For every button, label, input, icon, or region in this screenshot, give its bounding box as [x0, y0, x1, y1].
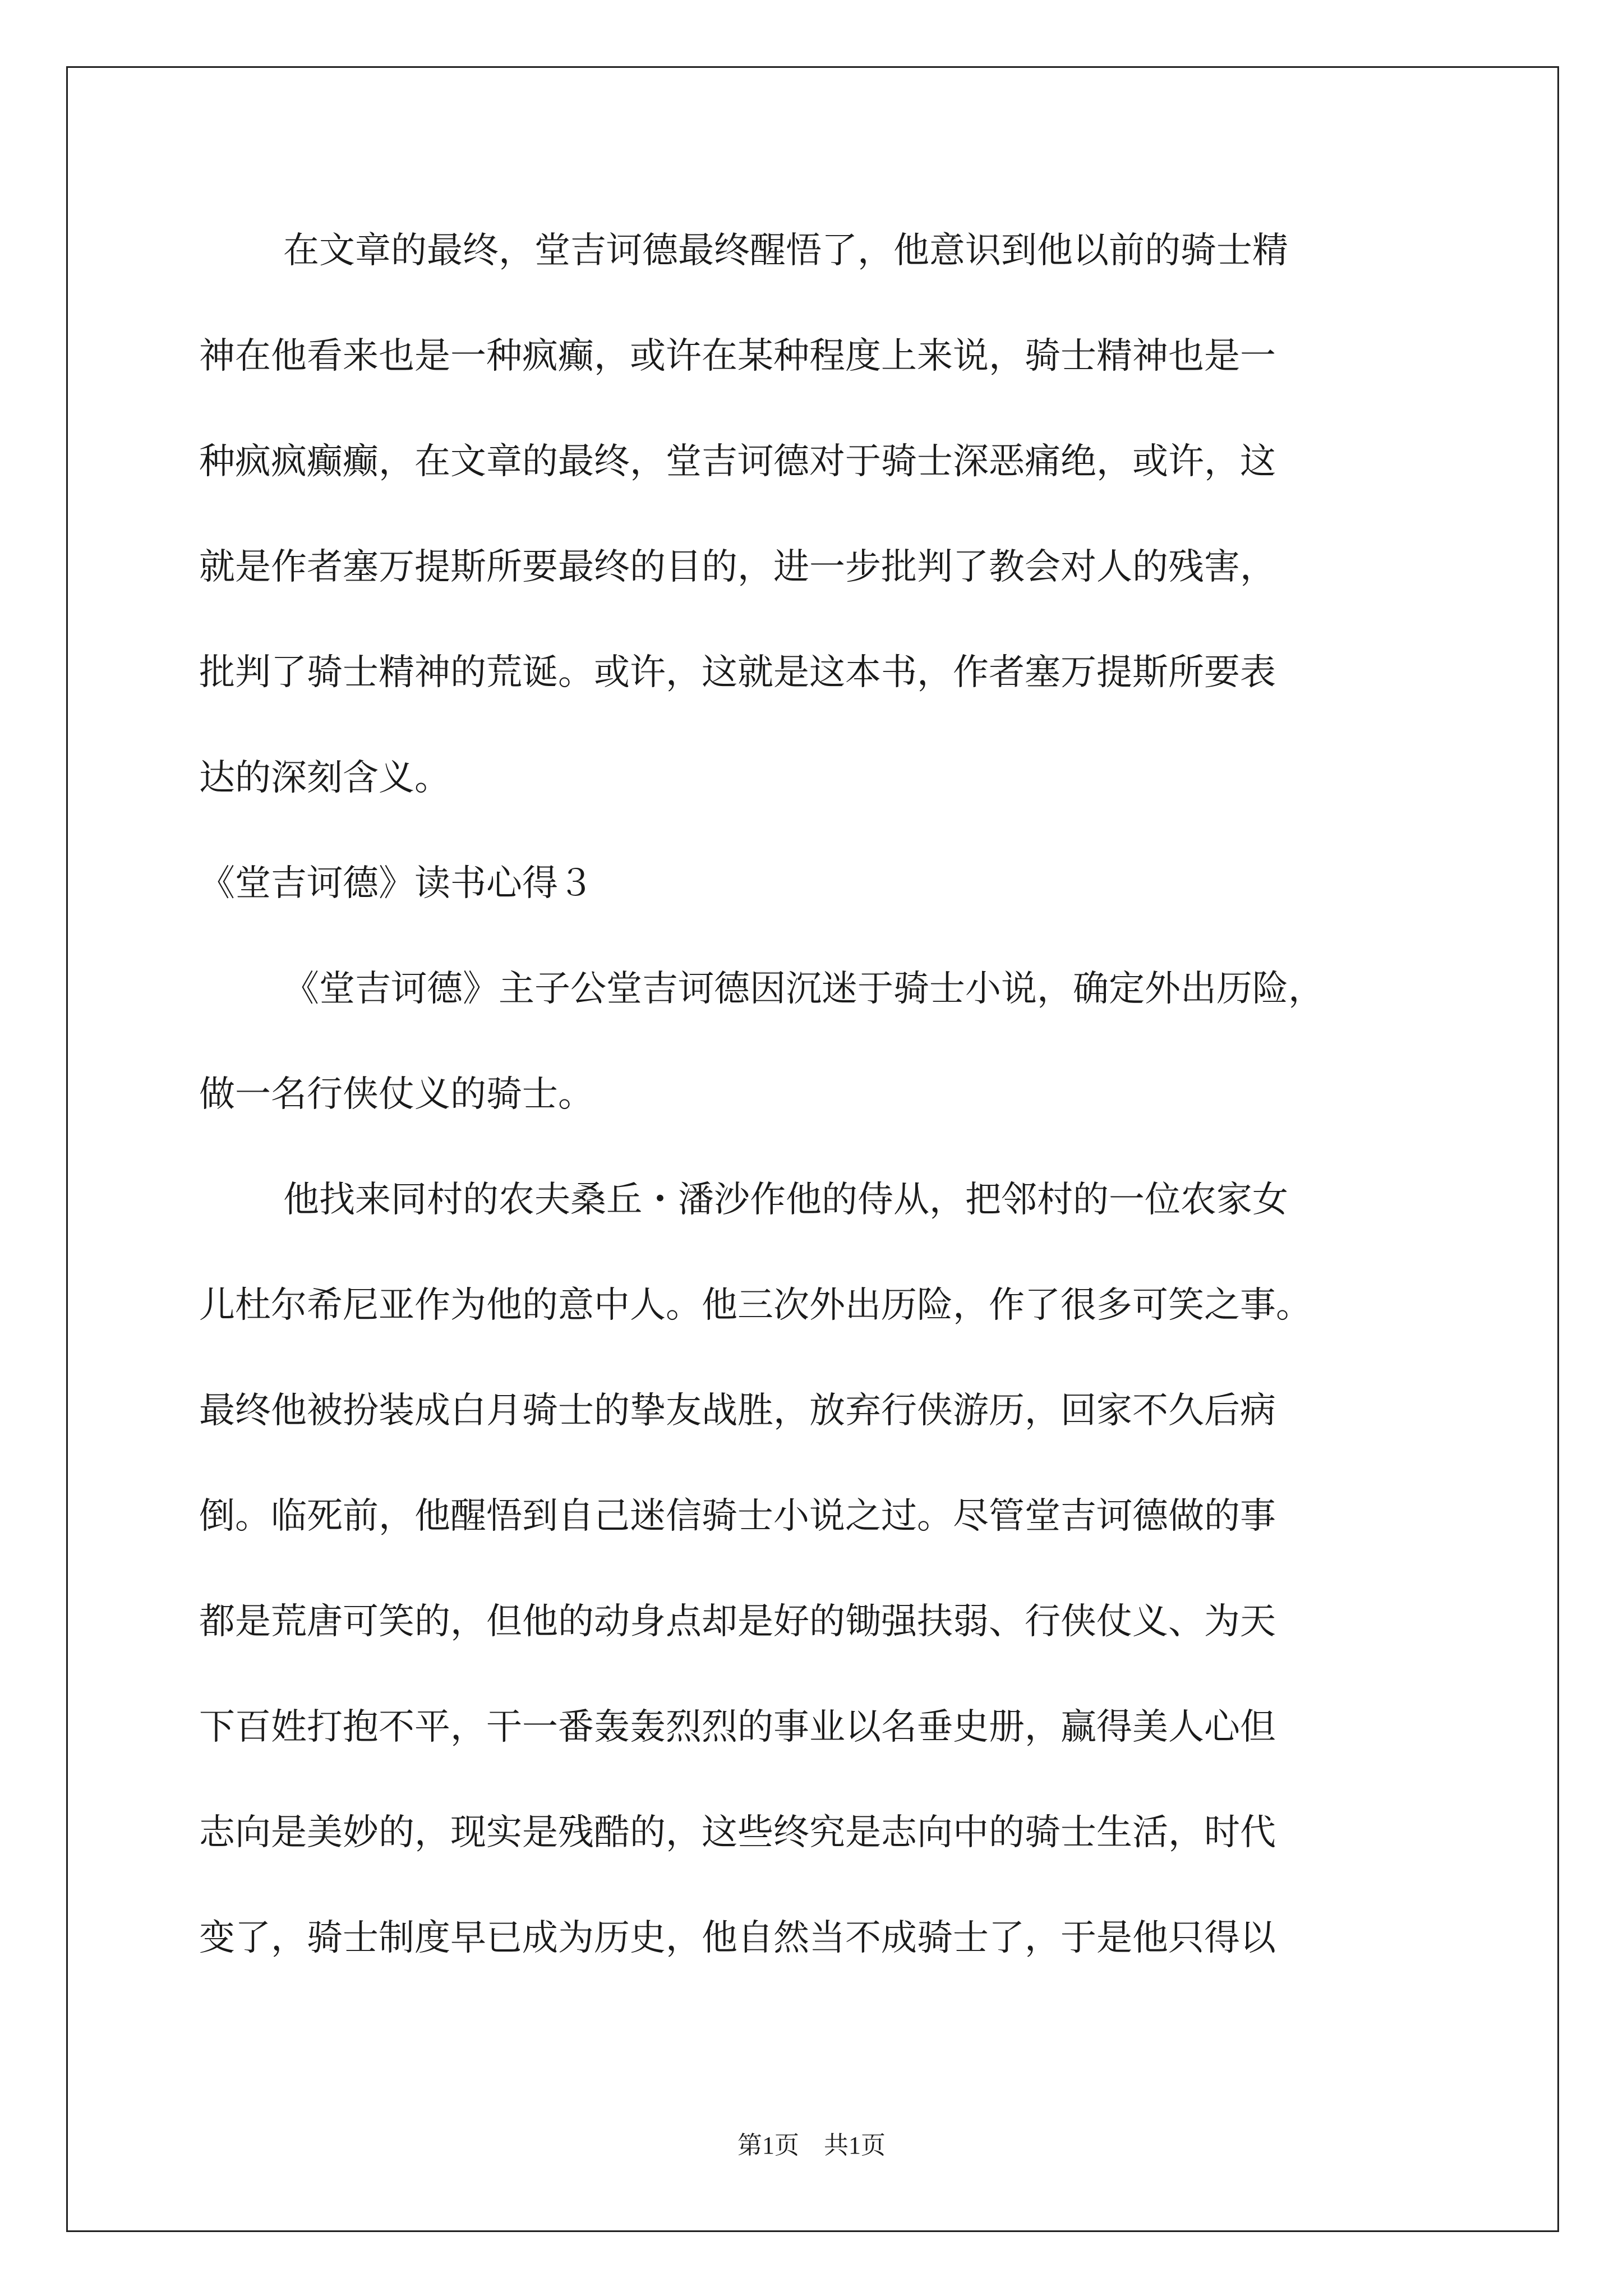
- paragraph-line-10: 儿杜尔希尼亚作为他的意中人。他三次外出历险，作了很多可笑之事。: [199, 1285, 1312, 1326]
- page-number-footer: 第1页 共1页: [737, 2132, 886, 2159]
- paragraph-line-8: 做一名行侠仗义的骑士。: [199, 1074, 594, 1115]
- section-heading: 《堂吉诃德》读书心得３: [199, 863, 594, 904]
- paragraph-line-3: 种疯疯癫癫，在文章的最终，堂吉诃德对于骑士深恶痛绝，或许，这: [199, 441, 1276, 482]
- paragraph-line-6: 达的深刻含义。: [199, 757, 450, 799]
- paragraph-line-7: 《堂吉诃德》主子公堂吉诃德因沉迷于骑士小说，确定外出历险，: [283, 968, 1324, 1010]
- page-border: [66, 66, 1559, 2232]
- paragraph-line-15: 志向是美妙的，现实是残酷的，这些终究是志向中的骑士生活，时代: [199, 1812, 1276, 1853]
- paragraph-line-12: 倒。临死前，他醒悟到自己迷信骑士小说之过。尽管堂吉诃德做的事: [199, 1496, 1276, 1537]
- paragraph-line-2: 神在他看来也是一种疯癫，或许在某种程度上来说，骑士精神也是一: [199, 335, 1276, 377]
- paragraph-line-1: 在文章的最终，堂吉诃德最终醒悟了，他意识到他以前的骑士精: [283, 230, 1288, 272]
- paragraph-line-5: 批判了骑士精神的荒诞。或许，这就是这本书，作者塞万提斯所要表: [199, 652, 1276, 693]
- paragraph-line-4: 就是作者塞万提斯所要最终的目的，进一步批判了教会对人的残害，: [199, 546, 1276, 588]
- paragraph-line-13: 都是荒唐可笑的，但他的动身点却是好的锄强扶弱、行侠仗义、为天: [199, 1601, 1276, 1642]
- paragraph-line-11: 最终他被扮装成白月骑士的挚友战胜，放弃行侠游历，回家不久后病: [199, 1390, 1276, 1432]
- paragraph-line-14: 下百姓打抱不平，干一番轰轰烈烈的事业以名垂史册，赢得美人心但: [199, 1706, 1276, 1748]
- paragraph-line-9: 他找来同村的农夫桑丘・潘沙作他的侍从，把邻村的一位农家女: [283, 1179, 1288, 1221]
- paragraph-line-16: 变了，骑士制度早已成为历史，他自然当不成骑士了，于是他只得以: [199, 1917, 1276, 1959]
